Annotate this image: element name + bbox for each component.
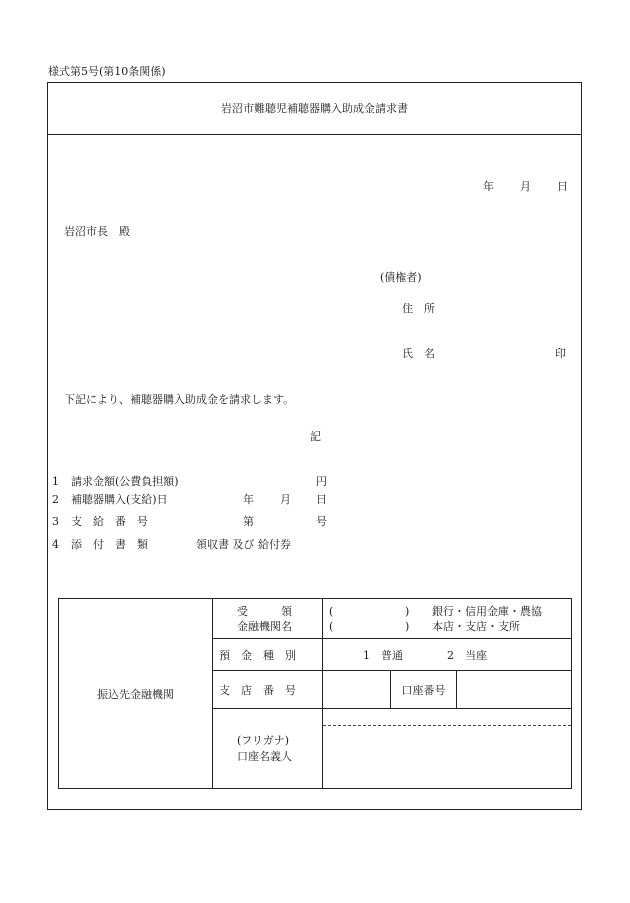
addressee: 岩沼市長 殿	[64, 225, 130, 238]
form-number-label: 様式第5号(第10条関係)	[48, 65, 166, 78]
holder-label: 口座名義人	[237, 749, 292, 763]
date-day: 日	[557, 180, 568, 193]
furigana-label: (フリガナ)	[237, 733, 290, 747]
bank-header-label: 振込先金融機関	[97, 687, 174, 701]
item-4-label: 添 付 書 類	[71, 538, 148, 551]
institution-label-cell	[213, 599, 323, 639]
holder-name-field[interactable]	[323, 709, 572, 789]
branch-number-label: 支 店 番 号	[219, 683, 296, 697]
branch-types: 本店・支店・支所	[432, 619, 520, 633]
receive-label: 受 領	[237, 604, 292, 618]
branch-paren-close: )	[405, 619, 410, 633]
ki-heading: 記	[310, 430, 321, 443]
title-row	[48, 83, 581, 135]
institution-label: 金融機関名	[237, 619, 292, 633]
item-2-day: 日	[316, 493, 327, 506]
deposit-type-label-cell	[213, 639, 323, 671]
deposit-type-options: 1 普通 2 当座	[363, 648, 487, 662]
item-4-number: 4	[52, 538, 59, 551]
item-3-number: 3	[52, 515, 59, 528]
bank-header-cell	[59, 599, 213, 789]
item-3-prefix: 第	[243, 515, 254, 528]
date-month: 月	[520, 180, 531, 193]
bank-paren-close: )	[405, 604, 410, 618]
account-number-field[interactable]	[457, 671, 572, 709]
form-title: 岩沼市難聴児補聴器購入助成金請求書	[221, 102, 408, 115]
address-label: 住 所	[402, 302, 435, 315]
item-3-label: 支 給 番 号	[71, 515, 148, 528]
branch-number-field[interactable]	[323, 671, 391, 709]
item-2-year: 年	[243, 493, 254, 506]
item-1-number: 1	[52, 475, 59, 488]
item-2-number: 2	[52, 493, 59, 506]
deposit-type-options-cell[interactable]	[323, 639, 572, 671]
branch-number-label-cell	[213, 671, 323, 709]
item-1-unit: 円	[316, 475, 327, 488]
account-number-label: 口座番号	[401, 683, 446, 697]
bank-paren-open: (	[329, 604, 334, 618]
bank-transfer-table	[58, 598, 572, 789]
name-label: 氏 名	[402, 347, 435, 360]
seal-mark: 印	[555, 347, 566, 360]
institution-value-cell[interactable]	[323, 599, 572, 639]
bank-types: 銀行・信用金庫・農協	[432, 604, 542, 618]
furigana-divider	[323, 725, 571, 726]
branch-paren-open: (	[329, 619, 334, 633]
item-3-suffix: 号	[316, 515, 327, 528]
deposit-type-label: 預 金 種 別	[219, 648, 296, 662]
creditor-label: (債権者)	[380, 271, 422, 284]
item-4-value: 領収書 及び 給付券	[196, 538, 291, 551]
account-number-label-cell	[391, 671, 457, 709]
item-2-month: 月	[280, 493, 291, 506]
holder-label-cell	[213, 709, 323, 789]
item-1-label: 請求金額(公費負担額)	[71, 475, 179, 488]
item-2-label: 補聴器購入(支給)日	[71, 493, 168, 506]
request-text: 下記により、補聴器購入助成金を請求します。	[64, 393, 295, 406]
date-year: 年	[483, 180, 494, 193]
